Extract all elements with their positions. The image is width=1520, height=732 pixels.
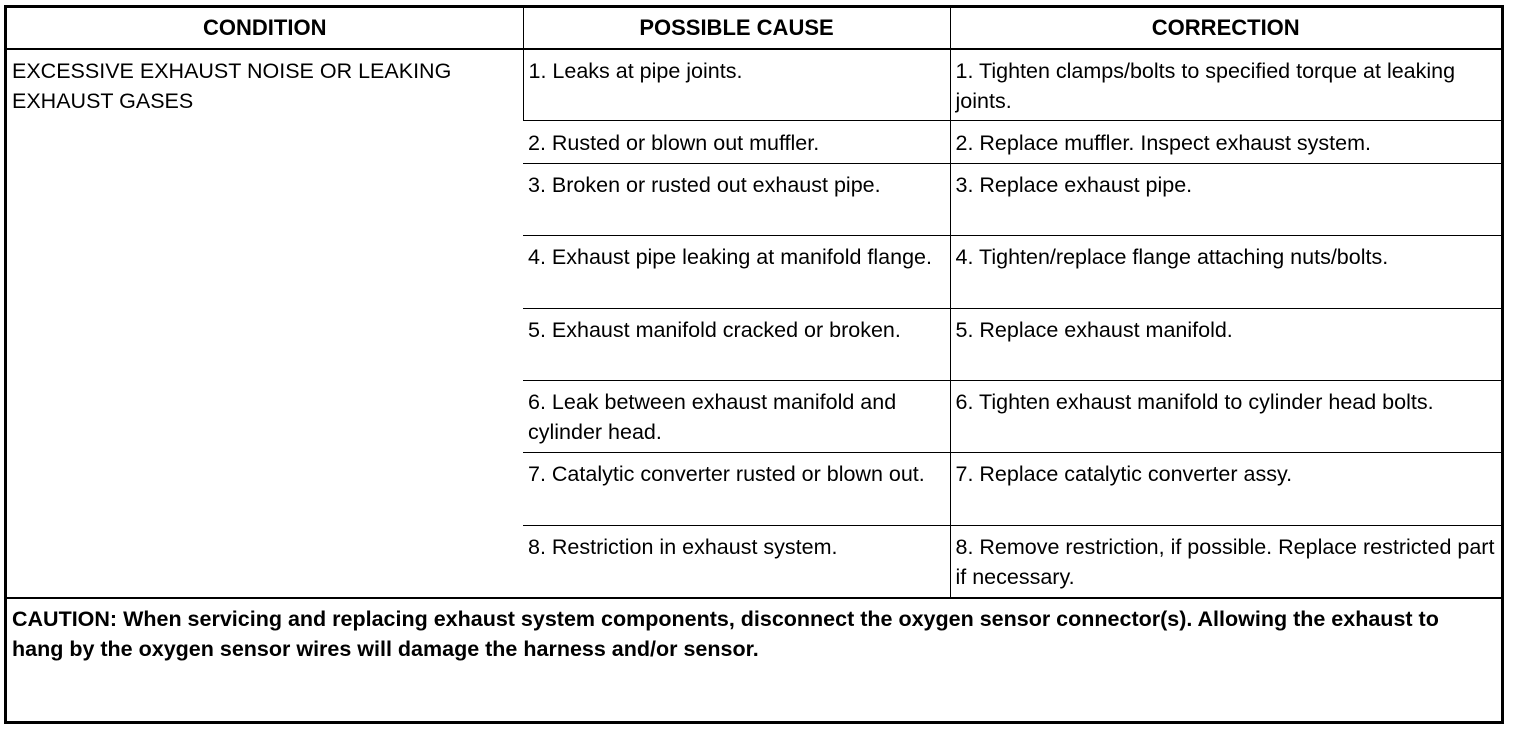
table-row [7,49,1501,121]
cause-cell: 2. Rusted or blown out muffler. [523,121,950,164]
header-possible-cause: POSSIBLE CAUSE [523,8,950,49]
correction-cell: 7. Replace catalytic converter assy. [950,453,1501,526]
header-condition: CONDITION [7,8,523,49]
cause-cell: 4. Exhaust pipe leaking at manifold flange. [523,236,950,309]
cause-cell: 6. Leak between exhaust manifold and cylinder head. [523,381,950,453]
correction-cell: 8. Remove restriction, if possible. Replace restricted part if necessary. [950,526,1501,598]
cause-cell: 5. Exhaust manifold cracked or broken. [523,309,950,381]
cause-cell: 3. Broken or rusted out exhaust pipe. [523,164,950,236]
header-row [7,8,1501,49]
cause-cell: 8. Restriction in exhaust system. [523,526,950,598]
cause-cell: 7. Catalytic converter rusted or blown out. [523,453,950,526]
condition-cell: EXCESSIVE EXHAUST NOISE OR LEAKING EXHAUST GASES [7,49,523,598]
correction-cell: 5. Replace exhaust manifold. [950,309,1501,381]
header-correction: CORRECTION [950,8,1501,49]
correction-cell: 3. Replace exhaust pipe. [950,164,1501,236]
diagnosis-table [7,8,1501,598]
diagnosis-table-frame [4,5,1504,724]
cause-cell: 1. Leaks at pipe joints. [523,49,950,121]
caution-note: CAUTION: When servicing and replacing exhaust system components, disconnect the oxygen sensor connector(s). Allowing the exhaust to hang by the oxygen sensor wires will damage the harness and/or sensor. [7,598,1501,669]
correction-cell: 6. Tighten exhaust manifold to cylinder head bolts. [950,381,1501,453]
correction-cell: 1. Tighten clamps/bolts to specified torque at leaking joints. [950,49,1501,121]
correction-cell: 2. Replace muffler. Inspect exhaust system. [950,121,1501,164]
correction-cell: 4. Tighten/replace flange attaching nuts/bolts. [950,236,1501,309]
